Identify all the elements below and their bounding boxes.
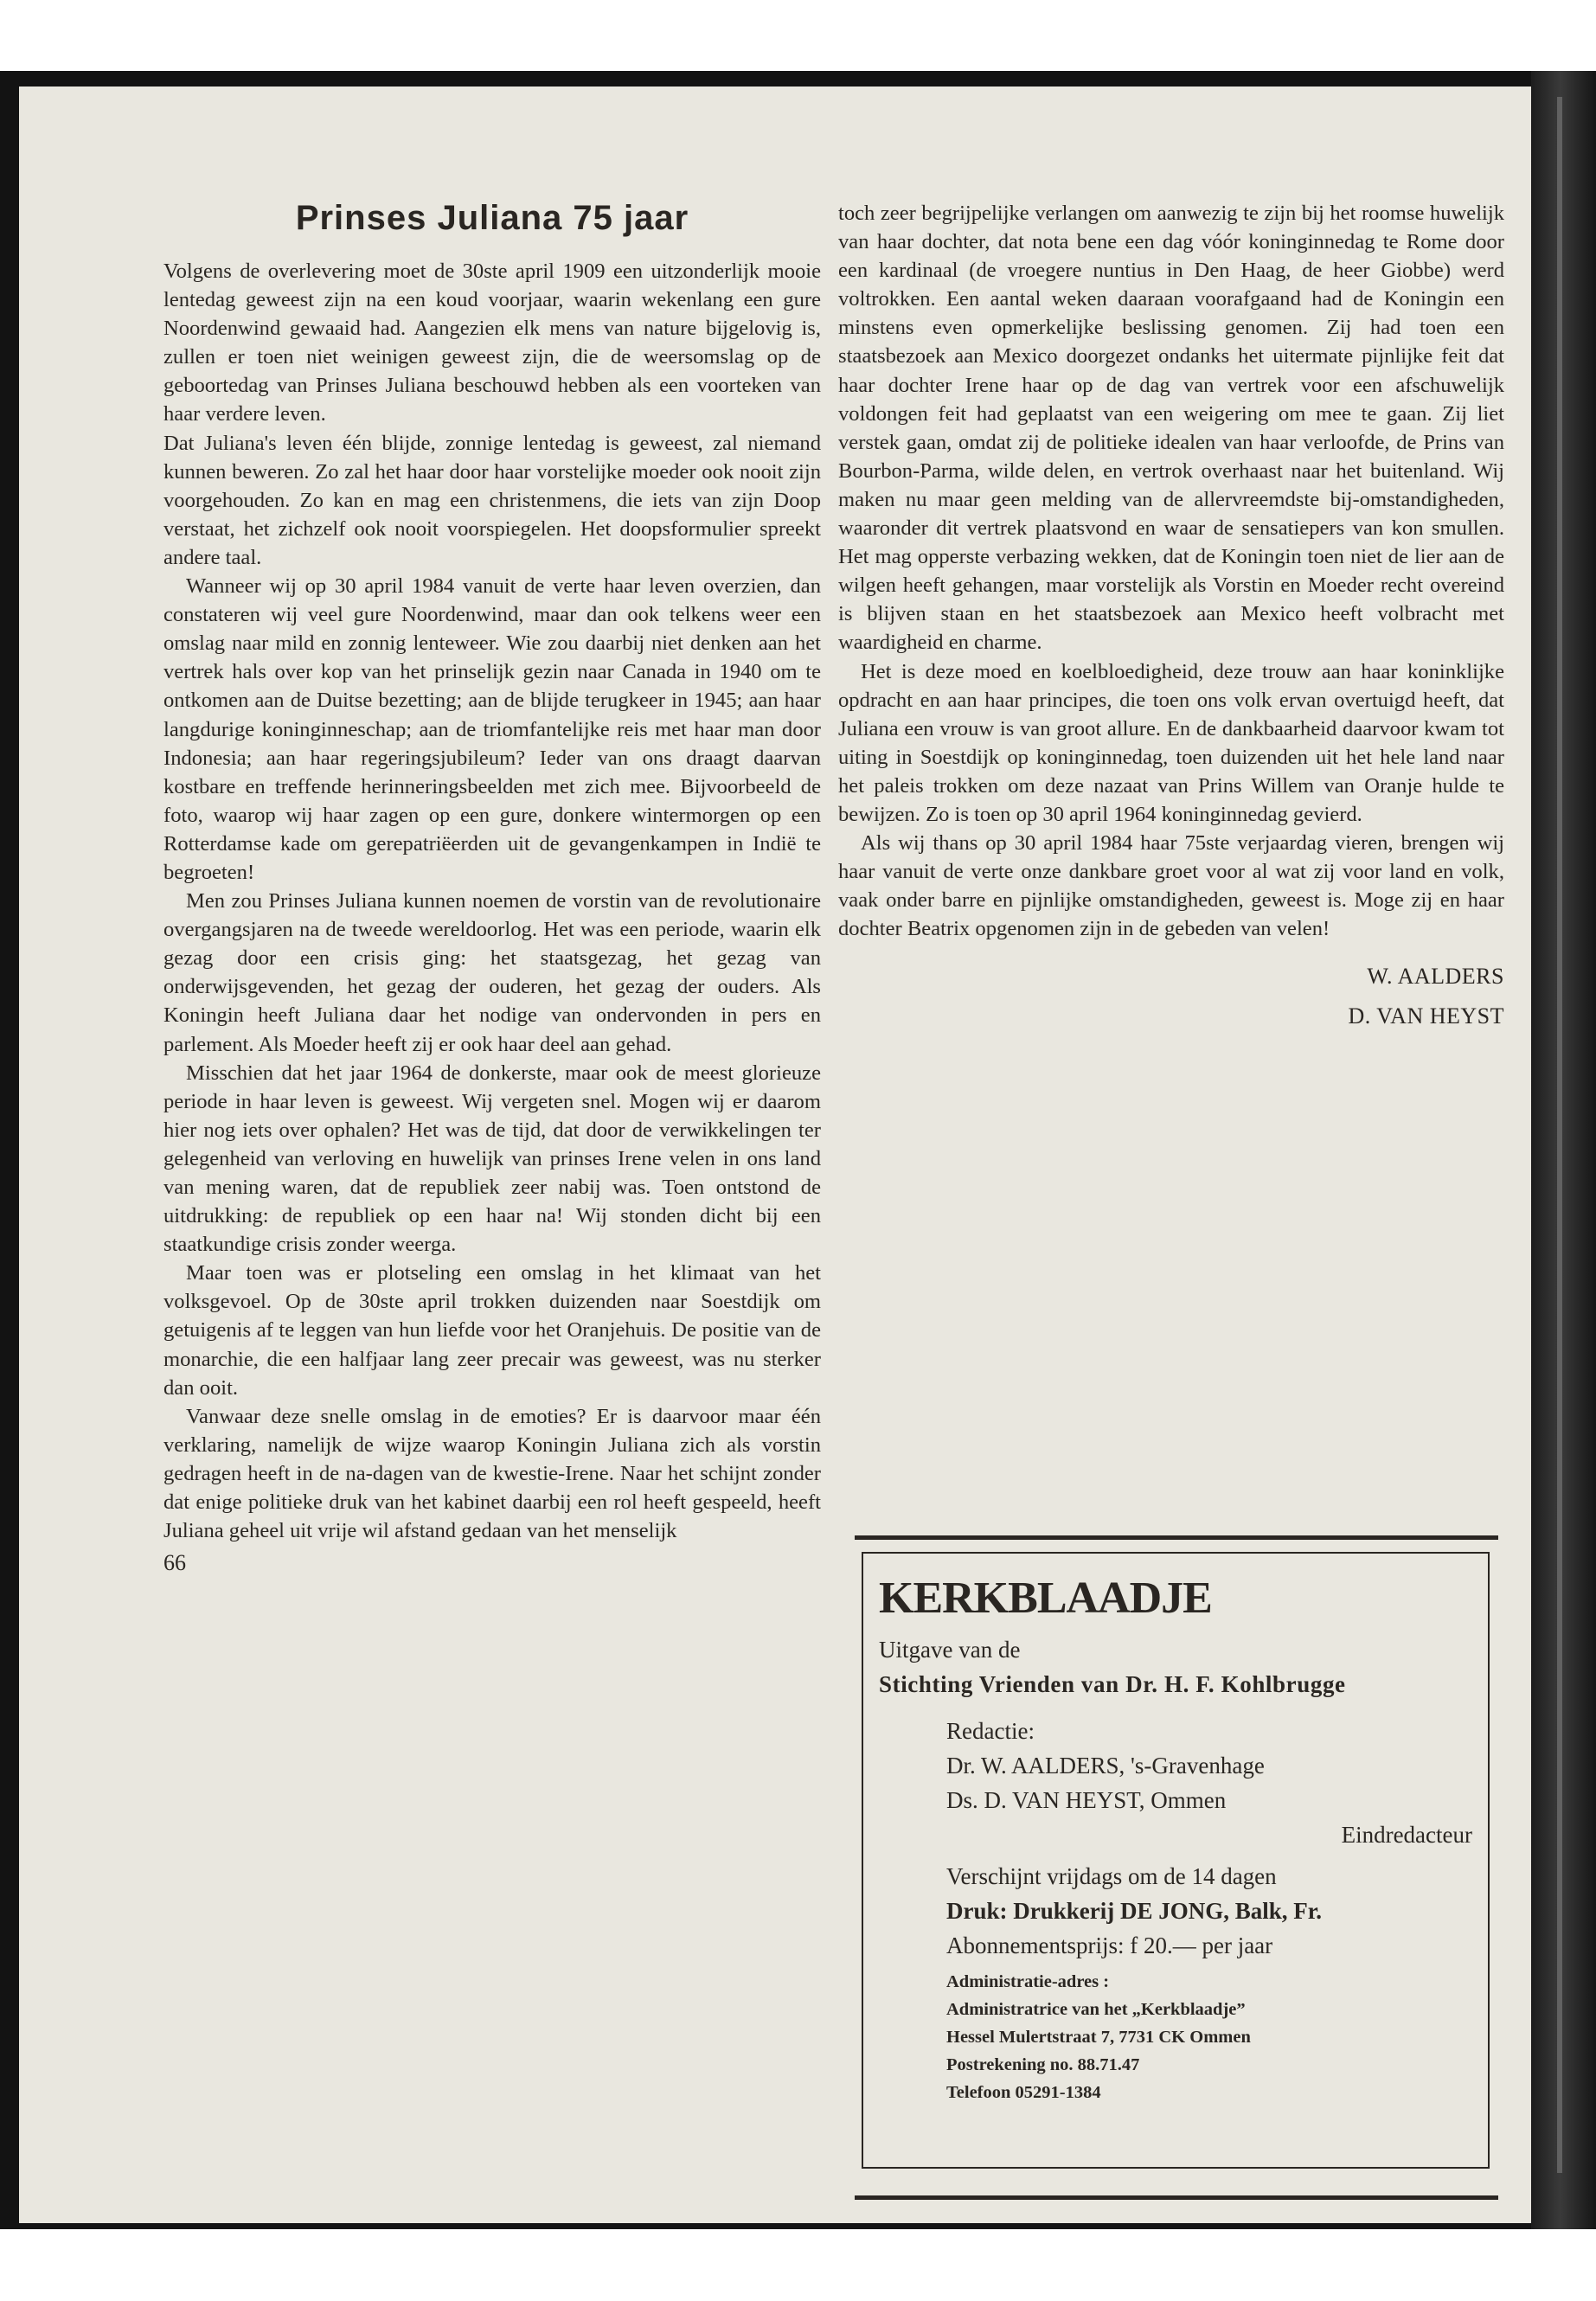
article-title: Prinses Juliana 75 jaar — [295, 199, 689, 237]
masthead-title: KERKBLAADJE — [879, 1574, 1212, 1623]
article-paragraph: Wanneer wij op 30 april 1984 vanuit de verte haar leven overzien, dan constateren wij veel gure Noordenwind, maar dan ook telkens weer een omslag naar mild en zonnig lenteweer. Wie zou daarbij niet denken aan het vertrek hals over kop van het prinselijk gezin naar Canada in 1940 om te ontkomen aan de Duitse bezetting; aan de blijde terugkeer in 1945; aan haar langdurige koninginneschap; aan de triomfantelijke reis met haar man door Indonesia; aan haar regeringsjubileum? Ieder van ons draagt daarvan kostbare en treffende herinneringsbeelden met zich mee. Bijvoorbeeld de foto, waarop wij haar zagen op een gure, donkere wintermorgen op een Rotterdamse kade om gerepatriëerden uit de gevangenkampen in Indië te begroeten! — [163, 574, 821, 884]
publication-frequency: Verschijnt vrijdags om de 14 dagen — [946, 1863, 1277, 1889]
editorial-label: Redactie: — [946, 1718, 1035, 1744]
article-column-right — [838, 199, 1504, 1036]
editor-role: Eindredacteur — [1341, 1822, 1472, 1848]
admin-address-block — [946, 1968, 1472, 2106]
page-number: 66 — [163, 1550, 186, 1576]
article-column-left — [163, 199, 821, 1576]
article-paragraph: Het is deze moed en koelbloedigheid, deze trouw aan haar koninklijke opdracht en aan haar principes, die toen ons volk ervan overtuigd heeft, dat Juliana een vrouw is van groot allure. En de dankbaarheid daarvoor kwam tot uiting in Soestdijk op koninginnedag, toen duizenden uit het hele land naar het paleis trokken om deze nazaat van Prins Willem van Oranje hulde te bewijzen. Zo is toen op 30 april 1964 koninginnedag gevierd. — [838, 659, 1504, 826]
article-paragraph: toch zeer begrijpelijke verlangen om aanwezig te zijn bij het roomse huwelijk van haar dochter, dat nota bene een dag vóór koninginnedag te Rome door een kardinaal (de vroegere nuntius in Den Haag, de heer Giobbe) werd voltrokken. Een aantal weken daaraan voorafgaand had de Koningin een minstens even opmerkelijke beslissing genomen. Zij had toen een staatsbezoek aan Mexico doorgezet ondanks het uitermate pijnlijke feit dat haar dochter Irene haar op de dag van vertrek voor een afschuwelijk voldongen feit had geplaatst van een weigering om mee te gaan. Zij liet verstek gaan, omdat zij de politieke idealen van haar verloofde, de Prins van Bourbon-Parma, wilde delen, en vertrok overhaast naar het buitenland. Wij maken nu maar geen melding van de allervreemdste bij-omstandigheden, waaronder dit vertrek plaatsvond en waar de sensatiepers van kon smullen. Het mag opperste verbazing wekken, dat de Koningin toen niet de lier aan de wilgen heeft gehangen, maar vorstelijk als Vorstin en Moeder recht overeind is blijven staan en het staatsbezoek aan Mexico heeft volbracht met waardigheid en charme. — [838, 202, 1504, 655]
article-paragraph: Vanwaar deze snelle omslag in de emoties? Er is daarvoor maar één verklaring, namelijk de wijze waarop Koningin Juliana zich als vorstin gedragen heeft in de na-dagen van de kwestie-Irene. Naar het schijnt zonder dat enige politieke druk van het kabinet daarbij een rol heeft gespeeld, heeft Juliana geheel uit vrije wil afstand gedaan van het menselijk — [163, 1404, 821, 1543]
printer-info: Druk: Drukkerij DE JONG, Balk, Fr. — [946, 1898, 1323, 1924]
editorial-info — [946, 1714, 1472, 2106]
editor-2: Ds. D. VAN HEYST, Ommen — [946, 1787, 1227, 1813]
admin-address: Hessel Mulertstraat 7, 7731 CK Ommen — [946, 2028, 1251, 2047]
editor-1: Dr. W. AALDERS, 's-Gravenhage — [946, 1753, 1265, 1779]
book-spine — [1531, 71, 1596, 2229]
subscription-price: Abonnementsprijs: f 20.— per jaar — [946, 1932, 1273, 1958]
admin-name: Administratrice van het „Kerkblaadje” — [946, 2000, 1246, 2019]
admin-label: Administratie-adres : — [946, 1972, 1110, 1991]
signature-block — [838, 957, 1504, 1036]
article-paragraph: Dat Juliana's leven één blijde, zonnige lentedag is geweest, zal niemand kunnen beweren. Zo zal het haar door haar vorstelijke moeder ook nooit zijn voorgehouden. Zo kan en mag een christenmens, die iets van zijn Doop verstaat, het zichzelf ook nooit voorspiegelen. Het doopsformulier spreekt andere taal. — [163, 431, 821, 569]
magazine-page — [19, 87, 1531, 2223]
admin-phone: Telefoon 05291-1384 — [946, 2083, 1101, 2102]
article-paragraph: Misschien dat het jaar 1964 de donkerste, maar ook de meest glorieuze periode in haar leven is geweest. Wij vergeten snel. Mogen wij er daarom hier nog iets over ophalen? Het was de tijd, dat door de verwikkelingen ter gelegenheid van verloving en huwelijk van prinses Irene velen in ons land van mening waren, dat de republiek zeer nabij was. Toen ontstond de uitdrukking: de republiek op een haar na! Wij stonden dicht bij een staatkundige crisis zonder weerga. — [163, 1061, 821, 1257]
publisher-name: Stichting Vrienden van Dr. H. F. Kohlbrugge — [879, 1671, 1346, 1697]
article-paragraph: Volgens de overlevering moet de 30ste april 1909 een uitzonderlijk mooie lentedag geweest zijn na een koud voorjaar, waarin wekenlang een gure Noordenwind gewaaid had. Aangezien elk mens van nature bijgelovig is, zullen er toen niet weinigen geweest zijn, die de weersomslag op de geboortedag van Prinses Juliana beschouwd hebben als een voorteken van haar verdere leven. — [163, 260, 821, 426]
colophon-inner-frame — [862, 1552, 1490, 2169]
signature-author-2: D. VAN HEYST — [1348, 1003, 1504, 1029]
article-paragraph: Men zou Prinses Juliana kunnen noemen de vorstin van de revolutionaire overgangsjaren na de tweede wereldoorlog. Het was een periode, waarin elk gezag door een crisis ging: het staatsgezag, het gezag van onderwijsgevenden, het gezag der ouderen, het gezag der ouders. Als Koningin heeft Juliana daar het nodige van ondervonden in pers en parlement. Als Moeder heeft zij er ook haar deel aan gehad. — [163, 889, 821, 1056]
colophon-box — [855, 1535, 1498, 2200]
signature-author-1: W. AALDERS — [1367, 964, 1504, 990]
publisher-intro: Uitgave van de — [879, 1637, 1021, 1663]
admin-account: Postrekening no. 88.71.47 — [946, 2055, 1140, 2074]
article-paragraph: Maar toen was er plotseling een omslag in het klimaat van het volksgevoel. Op de 30ste april trokken duizenden naar Soestdijk om getuigenis af te leggen van hun liefde voor het Oranjehuis. De positie van de monarchie, die een halfjaar lang zeer precair was geweest, was nu sterker dan ooit. — [163, 1261, 821, 1400]
article-paragraph: Als wij thans op 30 april 1984 haar 75ste verjaardag vieren, brengen wij haar vanuit de verte onze dankbare groet voor al wat zij voor land en volk, vaak onder barre en pijnlijke omstandigheden, geweest is. Moge zij en haar dochter Beatrix opgenomen zijn in de gebeden van velen! — [838, 831, 1504, 941]
